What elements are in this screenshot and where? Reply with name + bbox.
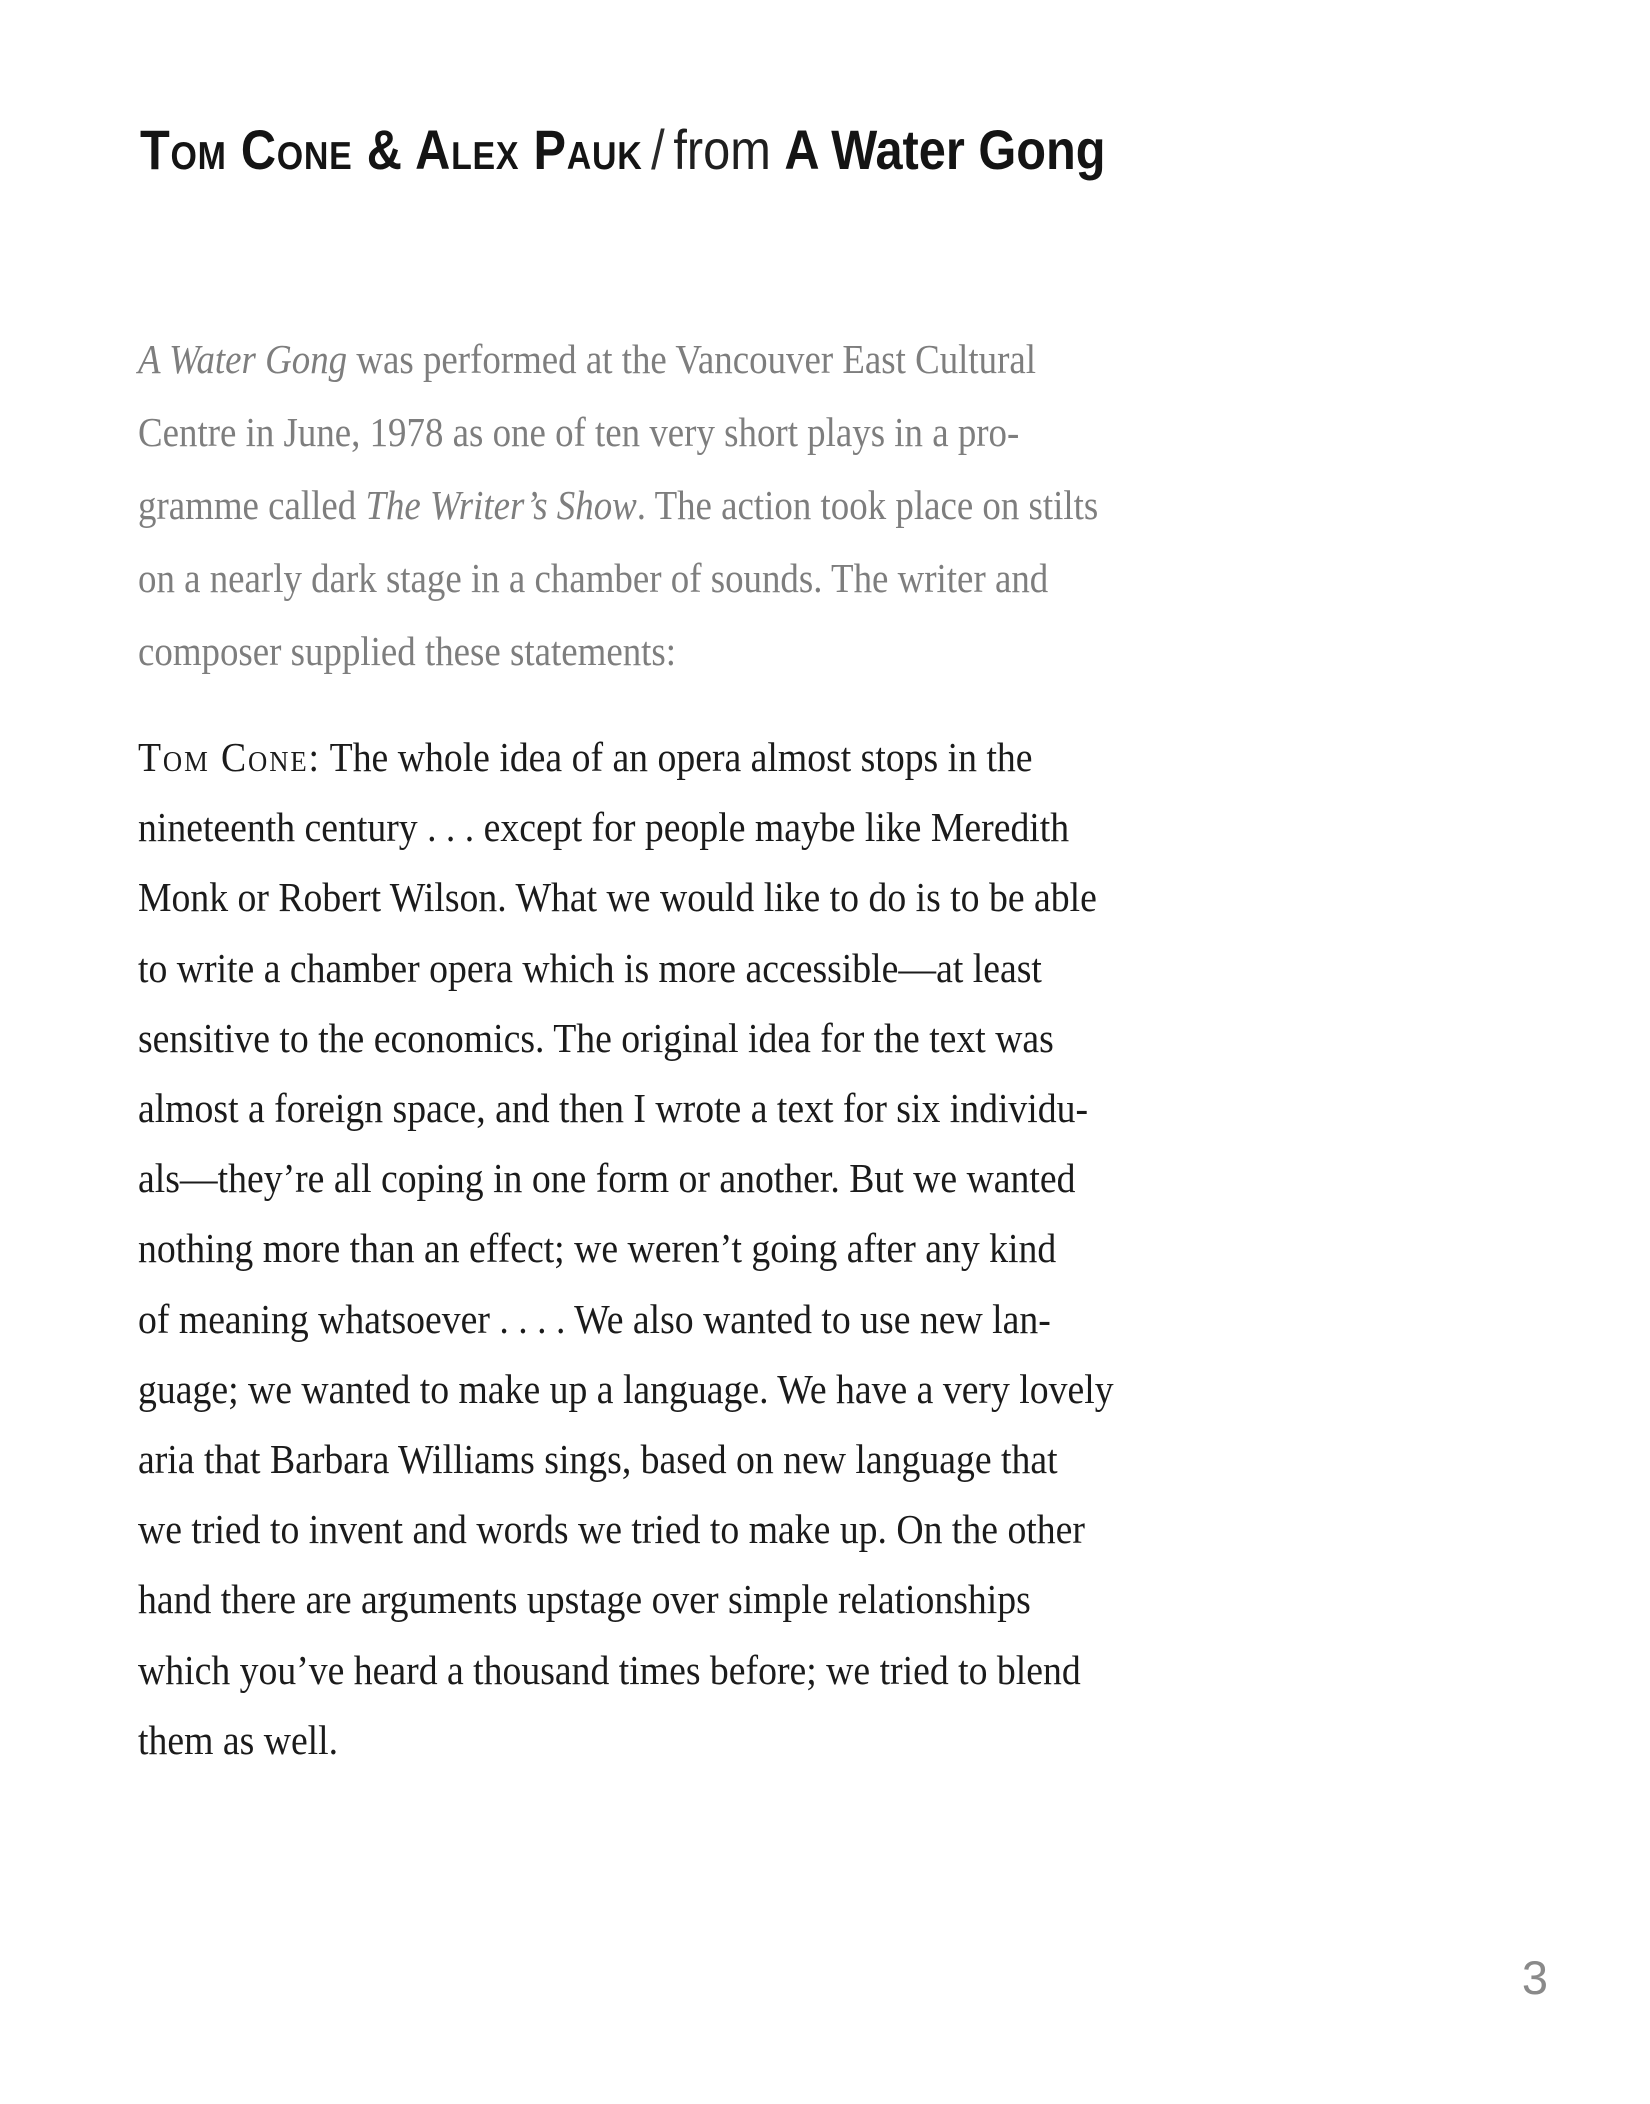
author-names: Tom Cone & Alex Pauk — [140, 118, 643, 181]
work-title: A Water Gong — [784, 118, 1106, 181]
statement-line: which you’ve heard a thousand times before; we tried to blend — [138, 1646, 1081, 1693]
statement-line: to write a chamber opera which is more accessible—at least — [138, 944, 1042, 991]
intro-line — [138, 469, 1218, 542]
statement-line: Monk or Robert Wilson. What we would like to do is to be able — [138, 874, 1097, 921]
statement-text: The whole idea of an opera almost stops in the — [320, 734, 1033, 780]
statement-line: of meaning whatsoever . . . . We also wanted to use new lan- — [138, 1295, 1051, 1342]
title-separator: / — [651, 118, 665, 181]
work-title-italic: A Water Gong — [138, 336, 348, 382]
statement-line: almost a foreign space, and then I wrote a text for six individu- — [138, 1085, 1089, 1132]
statement-line: them as well. — [138, 1716, 339, 1763]
intro-line — [138, 396, 1218, 469]
page-title — [140, 116, 1106, 184]
intro-text: was performed at the Vancouver East Cultural — [347, 336, 1037, 382]
statement-line: we tried to invent and words we tried to make up. On the other — [138, 1506, 1085, 1553]
intro-paragraph — [138, 323, 1218, 688]
speaker-name: Tom Cone: — [138, 734, 321, 780]
statement-line: guage; we wanted to make up a language. We have a very lovely — [138, 1365, 1114, 1412]
intro-text: on a nearly dark stage in a chamber of sounds. The writer and — [138, 555, 1049, 601]
intro-text: . The action took place on stilts — [636, 482, 1099, 528]
statement-line: nineteenth century . . . except for people maybe like Meredith — [138, 804, 1070, 851]
statement-line — [138, 722, 1260, 792]
statement-line: als—they’re all coping in one form or another. But we wanted — [138, 1155, 1076, 1202]
page-number: 3 — [1521, 1951, 1549, 2004]
statement-line: aria that Barbara Williams sings, based on new language that — [138, 1436, 1058, 1483]
intro-line — [138, 615, 1218, 688]
intro-text: gramme called — [138, 482, 366, 528]
intro-line — [138, 323, 1218, 396]
statement-line: nothing more than an effect; we weren’t going after any kind — [138, 1225, 1057, 1272]
statement-paragraph — [138, 722, 1260, 1775]
title-from-label: from — [673, 118, 785, 181]
show-title-italic: The Writer’s Show — [365, 482, 637, 528]
intro-line — [138, 542, 1218, 615]
intro-text: composer supplied these statements: — [138, 628, 677, 674]
intro-text: Centre in June, 1978 as one of ten very short plays in a pro- — [138, 409, 1020, 455]
statement-line: sensitive to the economics. The original idea for the text was — [138, 1014, 1054, 1061]
statement-line: hand there are arguments upstage over simple relationships — [138, 1576, 1031, 1623]
